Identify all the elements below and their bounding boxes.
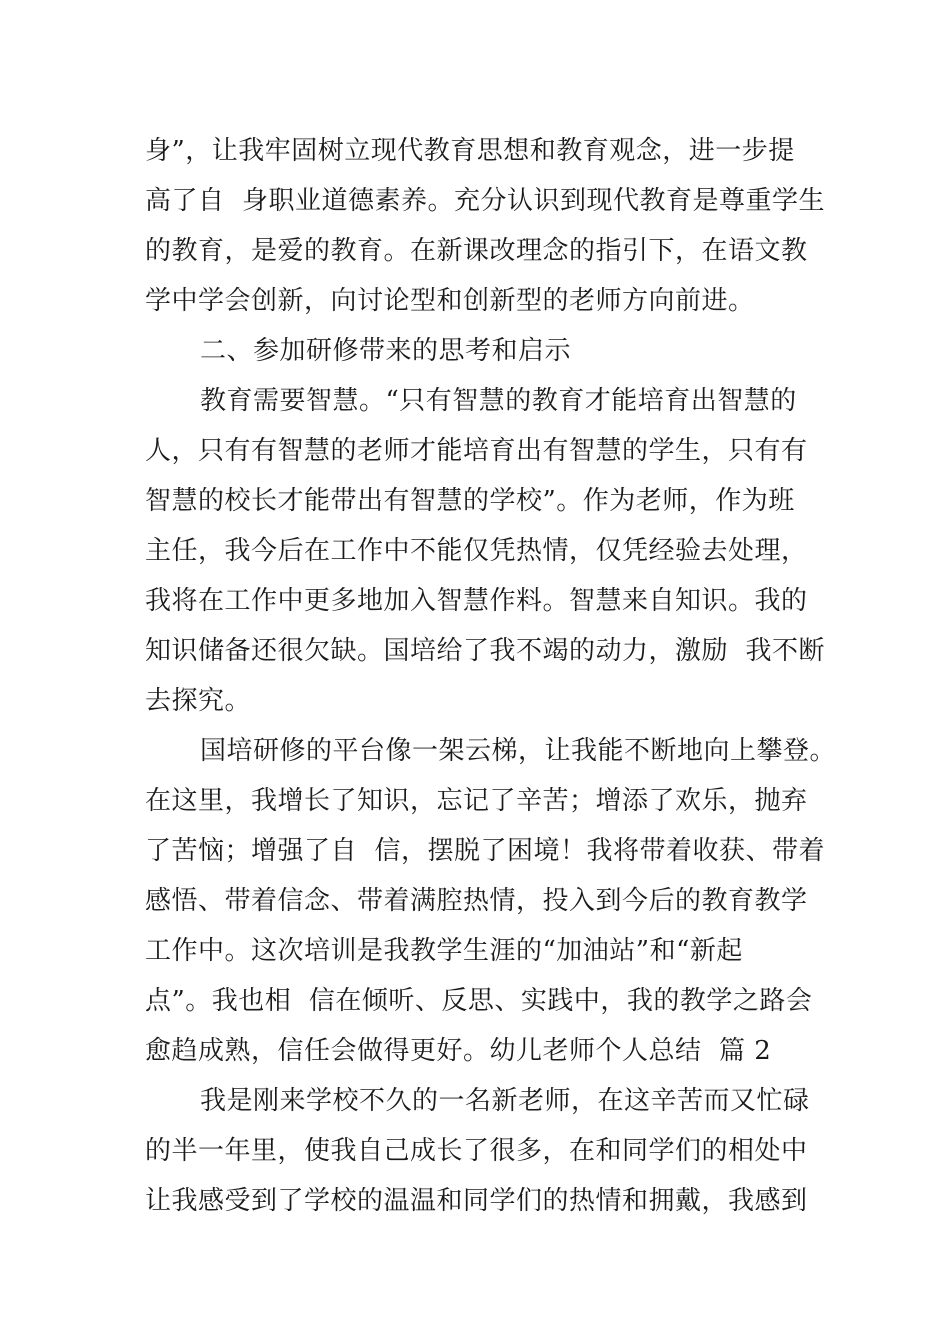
text-line: 人，只有有智慧的老师才能培育出有智慧的学生，只有有 [145, 436, 808, 466]
text-line: 高了自 身职业道德素养。充分认识到现代教育是尊重学生 [145, 186, 826, 216]
text-line: 了苦恼；增强了自 信，摆脱了困境！我将带着收获、带着 [145, 836, 826, 866]
text-line: 工作中。这次培训是我教学生涯的“加油站”和“新起 [145, 936, 743, 966]
text-line: 教育需要智慧。“只有智慧的教育才能培育出智慧的 [200, 386, 797, 416]
text-line: 我是刚来学校不久的一名新老师，在这辛苦而又忙碌 [200, 1086, 810, 1116]
text-line: 让我感受到了学校的温温和同学们的热情和拥戴，我感到 [145, 1186, 808, 1216]
text-line: 身”，让我牢固树立现代教育思想和教育观念，进一步提 [145, 136, 795, 166]
section-heading: 二、参加研修带来的思考和启示 [200, 336, 572, 366]
text-line: 的教育，是爱的教育。在新课改理念的指引下，在语文教 [145, 236, 808, 266]
text-line: 智慧的校长才能带出有智慧的学校”。作为老师，作为班 [145, 486, 795, 516]
text-line: 学中学会创新，向讨论型和创新型的老师方向前进。 [145, 286, 755, 316]
text-line: 主任，我今后在工作中不能仅凭热情，仅凭经验去处理， [145, 536, 808, 566]
text-line: 国培研修的平台像一架云梯，让我能不断地向上攀登。 [200, 736, 837, 766]
text-line: 感悟、带着信念、带着满腔热情，投入到今后的教育教学 [145, 886, 808, 916]
text-line: 的半一年里，使我自己成长了很多，在和同学们的相处中 [145, 1136, 808, 1166]
text-line: 愈趋成熟，信任会做得更好。幼儿老师个人总结 篇 2 [145, 1036, 772, 1066]
text-line: 点”。我也相 信在倾听、反思、实践中，我的教学之路会 [145, 986, 813, 1016]
text-line: 在这里，我增长了知识，忘记了辛苦；增添了欢乐，抛弃 [145, 786, 808, 816]
text-line: 知识储备还很欠缺。国培给了我不竭的动力，激励 我不断 [145, 636, 826, 666]
text-line: 我将在工作中更多地加入智慧作料。智慧来自知识。我的 [145, 586, 808, 616]
text-line: 去探究。 [145, 686, 252, 716]
